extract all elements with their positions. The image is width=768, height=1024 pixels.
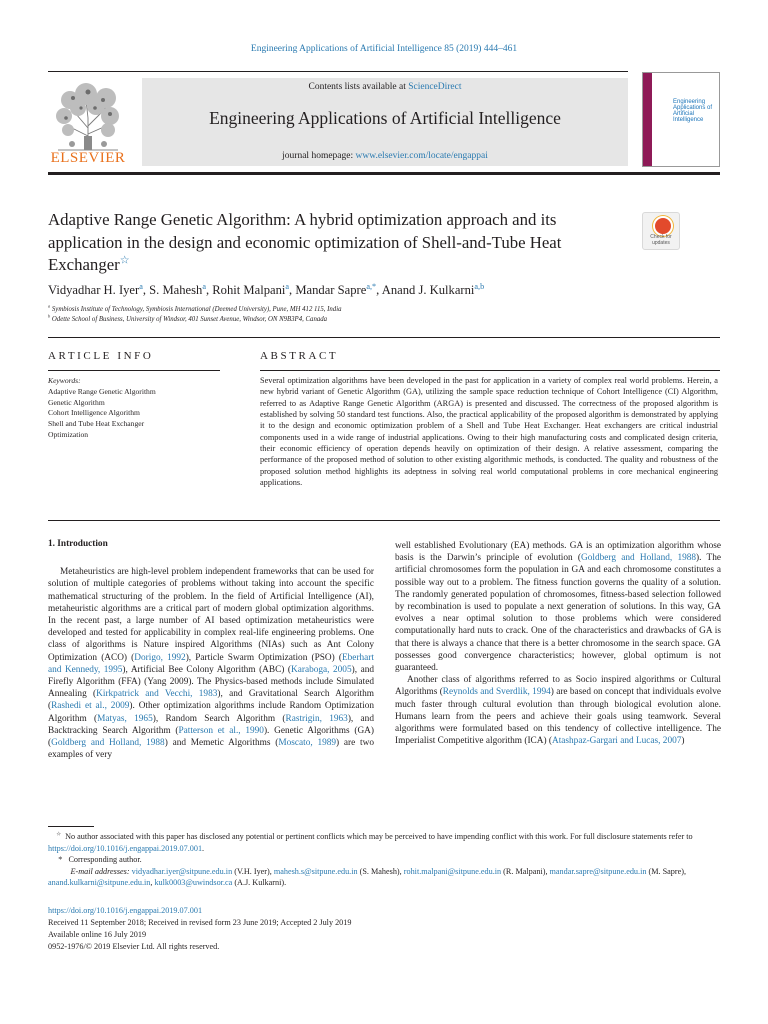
citation-link[interactable]: Reynolds and Sverdlik, 1994	[442, 687, 551, 698]
journal-title: Engineering Applications of Artificial Intelligence	[209, 108, 561, 128]
affiliation-line	[48, 305, 728, 315]
body-text: Another class of algorithms referred to as Socio inspired algorithms or Cultural Algorithms (	[395, 675, 721, 698]
keywords-label: Keywords:	[48, 376, 81, 385]
article-info-top-rule	[48, 337, 720, 338]
body-text: Metaheuristics are high-level problem independent frameworks that can be used for solution of multiple categories of problems without taking into account the specific mathematical structuring of the problem. In the field of Artificial Intelligence (AI), metaheuristic algorithms are a critical part of modern global optimization algorithms. In the recent past, a large number of AI based optimization metaheuristics were developed and tested for applicability in complex real-life engineering problems. One class of algorithms is Nature inspired Algorithms (NIAs) such as Ant Colony Optimization (ACO) (	[48, 567, 374, 663]
footnotes	[48, 831, 728, 889]
check-for-updates-label: Check for updates	[650, 234, 672, 246]
author-affiliation-marker[interactable]: a,b	[474, 281, 485, 291]
journal-cover-thumbnail[interactable]	[642, 72, 720, 167]
abstract-heading: ABSTRACT	[260, 350, 339, 362]
email-owner: (M. Sapre),	[646, 866, 687, 876]
affiliation-line	[48, 315, 728, 325]
author-separator: ,	[142, 283, 150, 297]
doi-link[interactable]: https://doi.org/10.1016/j.engappai.2019.07.001	[48, 906, 203, 915]
keyword-item: Optimization	[48, 429, 89, 439]
corresponding-symbol: *	[58, 855, 63, 864]
keyword-item: Adaptive Range Genetic Algorithm	[48, 386, 156, 396]
body-text: ) are based on concept that individuals evolve much faster through cultural evolution than through biological evolution alone. Humans learn from the peers and achieve their goals using teamwork. Several algorithms were formulated based on this tendency of collective intelligence. The Imperialist Competitive algorithm (ICA) (	[395, 687, 721, 747]
author-separator: ,	[376, 283, 382, 297]
keyword-item: Cohort Intelligence Algorithm	[48, 408, 140, 418]
affiliation-marker: b	[48, 313, 51, 319]
article-title-text: Adaptive Range Genetic Algorithm: A hybrid optimization approach and its application in the design and economic optimization of Shell-and-Tube Heat Exchanger	[48, 210, 562, 274]
footnote-star: ☆	[56, 831, 61, 838]
author-separator: ,	[289, 283, 296, 297]
email-link[interactable]: kulk0003@uwindsor.ca	[154, 878, 233, 887]
author-name[interactable]: Vidyadhar H. Iyer	[48, 283, 140, 297]
footnote-star-end: .	[202, 843, 205, 853]
citation-link[interactable]: Moscato, 1989	[278, 738, 337, 749]
affiliation-marker: a	[48, 303, 51, 309]
author-list	[48, 283, 728, 298]
body-text: )	[681, 736, 685, 747]
author-name[interactable]: Mandar Sapre	[295, 283, 367, 297]
body-text: ) and Memetic Algorithms (	[164, 738, 279, 749]
email-owner: (S. Mahesh),	[357, 866, 404, 876]
email-link[interactable]: rohit.malpani@sitpune.edu.in	[403, 866, 502, 876]
abstract-text: Several optimization algorithms have been developed in the past for application in a variety of complex real world problems. Herein, a new hybrid variant of Genetic Algorithm (GA), utilizing the sample space reduction technique of Cohort Intelligence (CI) Algorithm, referred to as Adaptive Range Genetic Algorithm (ARGA) is presented and discussed. The correctness of the proposed algorithm is established by solving 50 standard test functions. Also, the practical applicability of the proposed algorithm is demonstrated by applying it to the design and economic optimization problem of a Shell and Tube Heat Exchanger. Heat exchangers are critical industrial components used in a wide range of industrial applications. Owing to their high manufacturing costs and complicated design criteria, their economic efficiency of operation depends heavily on optimization of their design. A relative assessment, comparing the performance of the proposed method of solution to other existing algorithmic methods, is conducted. The quality and robustness of the proposed solution method highlights its adeptness in solving real world computational problems in core mechanical engineering applications.	[260, 376, 718, 488]
author-affiliation-marker[interactable]: a	[285, 281, 290, 291]
body-text: ), Random Search Algorithm (	[152, 713, 286, 724]
email-owner: (A.J. Kulkarni).	[232, 878, 287, 887]
citation-link[interactable]: Goldberg and Holland, 1988	[51, 738, 165, 749]
email-list	[48, 866, 728, 889]
author-name[interactable]: S. Mahesh	[149, 283, 203, 297]
article-meta	[48, 905, 728, 953]
homepage-prefix: journal homepage:	[282, 151, 356, 161]
body-text: well established Evolutionary (EA) methods. GA is an optimization algorithm whose basis is the Darwin’s principle of evolution (	[395, 541, 721, 564]
citation-link[interactable]: Goldberg and Holland, 1988	[581, 553, 697, 564]
citation-link[interactable]: Dorigo, 1992	[134, 652, 186, 663]
check-for-updates-button[interactable]	[642, 212, 680, 250]
body-right-column	[395, 540, 721, 747]
contents-line	[142, 82, 628, 92]
citation-link[interactable]: Rastrigin, 1963	[285, 713, 348, 724]
affiliation-text: Odette School of Business, University of Windsor, 401 Sunset Avenue, Windsor, ON N9B3P4, Canada	[50, 315, 328, 323]
keywords-list	[48, 387, 223, 441]
body-text: ). Other optimization algorithms include Random Optimization Algorithm (	[48, 701, 374, 724]
corresponding-text: Corresponding author.	[68, 855, 142, 864]
article-info-heading: ARTICLE INFO	[48, 350, 154, 362]
journal-reference-link[interactable]: Engineering Applications of Artificial Intelligence 85 (2019) 444–461	[250, 44, 518, 54]
cover-title: Engineering Applications of Artificial Intelligence	[673, 99, 713, 123]
funding-footnote	[48, 831, 728, 854]
title-footnote-marker[interactable]: ☆	[119, 254, 130, 267]
author-affiliation-marker[interactable]: a	[139, 281, 143, 291]
homepage-link[interactable]: www.elsevier.com/locate/engappai	[355, 151, 488, 161]
citation-link[interactable]: Karaboga, 2005	[291, 664, 352, 675]
email-owner: ,	[150, 878, 155, 887]
author-affiliation-marker[interactable]: a,*	[366, 281, 377, 291]
body-text: ), and Backtracking Search Algorithm (	[48, 713, 374, 736]
email-label: E-mail addresses:	[70, 866, 132, 876]
body-text: ), and Firefly Algorithm (FFA) (Yang 2009). The Physics-based methods include Simulated Annealing (	[48, 664, 374, 700]
email-link[interactable]: mahesh.s@sitpune.edu.in	[273, 866, 358, 876]
body-paragraph	[395, 540, 721, 674]
email-indent	[48, 867, 71, 876]
email-owner: (R. Malpani),	[501, 866, 550, 876]
citation-link[interactable]: Patterson et al., 1990	[178, 725, 264, 736]
body-paragraph	[48, 566, 374, 761]
email-owner: (V.H. Iyer),	[232, 866, 274, 876]
author-affiliation-marker[interactable]: a	[202, 281, 206, 291]
footnote-star-text: No author associated with this paper has disclosed any potential or pertinent conflicts which may be perceived to have impending conflict with this work. For full disclosure statements refer to	[65, 832, 693, 841]
footnote-rule	[48, 826, 94, 827]
body-left-column	[48, 536, 374, 761]
publisher-wordmark[interactable]: ELSEVIER	[50, 150, 126, 166]
article-title	[48, 209, 628, 277]
journal-header-box	[142, 78, 628, 166]
author-name[interactable]: Anand J. Kulkarni	[381, 283, 475, 297]
author-separator: ,	[205, 283, 213, 297]
citation-link[interactable]: Rashedi et al., 2009	[51, 701, 130, 712]
contents-prefix: Contents lists available at	[308, 82, 409, 92]
keyword-item: Genetic Algorithm	[48, 397, 105, 407]
bookmark-icon	[653, 216, 673, 236]
body-text: ). The artificial chromosomes form the population in GA and each chromosome constitutes a possible way out to a problem. The fitness function governs the quality of a solution. The randomly generated population of chromosomes, fitness-based selection followed by recombination is used to populate a next generation of solutions. In this way, GA evolves a near optimal solution to those problems which were considered computationally hard nuts to crack. One of the characteristics and drawbacks of GA is that there is always a chance that there is a better chromosome in the search space. GA possesses good convergence characteristics; however, global optimum is not guaranteed.	[395, 553, 722, 674]
author-name[interactable]: Rohit Malpani	[212, 283, 286, 297]
email-link[interactable]: vidyadhar.iyer@sitpune.edu.in	[131, 866, 233, 876]
article-info-rule	[48, 370, 220, 371]
available-online: Available online 16 July 2019	[48, 930, 147, 939]
body-text: ), Artificial Bee Colony Algorithm (ABC) (	[122, 664, 292, 675]
corresponding-author-note	[48, 854, 728, 866]
body-text: ). Genetic Algorithms (GA) (	[48, 725, 374, 749]
keyword-item: Shell and Tube Heat Exchanger	[48, 419, 145, 429]
homepage-line	[142, 151, 628, 161]
body-text: ) are two examples of very	[48, 738, 374, 761]
body-text: ), and Gravitational Search Algorithm (	[48, 689, 374, 712]
disclosure-link[interactable]: https://doi.org/10.1016/j.engappai.2019.07.001	[48, 843, 203, 853]
sciencedirect-link[interactable]: ScienceDirect	[408, 82, 462, 92]
citation-link[interactable]: Kirkpatrick and Vecchi, 1983	[96, 689, 218, 700]
affiliation-text: Symbiosis Institute of Technology, Symbiosis International (Deemed University), Pune, MH 412 115, India	[50, 306, 342, 313]
citation-link[interactable]: Matyas, 1965	[97, 713, 153, 724]
copyright: 0952-1976/© 2019 Elsevier Ltd. All rights reserved.	[48, 942, 220, 951]
header-bottom-rule	[48, 172, 720, 175]
citation-link[interactable]: Eberhart and Kennedy, 1995	[48, 652, 374, 675]
email-link[interactable]: anand.kulkarni@sitpune.edu.in	[48, 878, 151, 887]
header-top-rule	[48, 71, 628, 72]
section-heading: 1. Introduction	[48, 539, 108, 549]
affiliation-list	[48, 305, 728, 324]
body-text: ), Particle Swarm Optimization (PSO) (	[185, 652, 342, 663]
cover-accent-strip	[643, 73, 652, 166]
keywords-block	[48, 376, 223, 441]
citation-link[interactable]: Atashpaz-Gargari and Lucas, 2007	[551, 736, 682, 747]
body-paragraph	[395, 674, 721, 747]
history-dates: Received 11 September 2018; Received in revised form 23 June 2019; Accepted 2 July 2019	[48, 918, 352, 927]
email-link[interactable]: mandar.sapre@sitpune.edu.in	[549, 866, 647, 876]
abstract-bottom-rule	[48, 520, 720, 521]
abstract-rule	[260, 370, 720, 371]
